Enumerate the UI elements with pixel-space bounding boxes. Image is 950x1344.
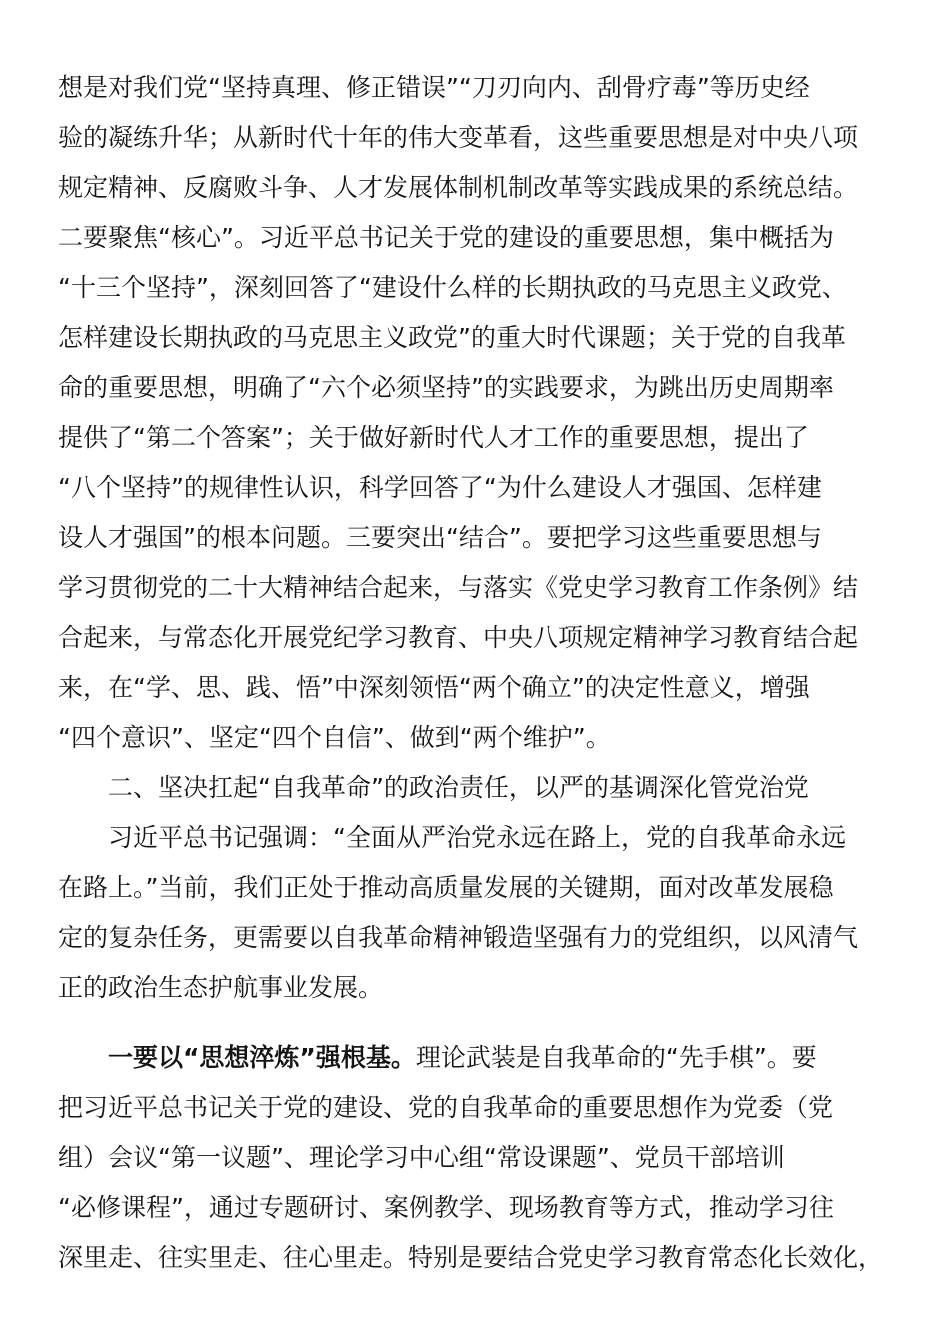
text-line: 在路上。”当前，我们正处于推动高质量发展的关键期，面对改革发展稳 [58, 873, 834, 902]
text-line: 习近平总书记强调：“全面从严治党永远在路上，党的自我革命永远 [108, 823, 846, 852]
text-line: 合起来，与常态化开展党纪学习教育、中央八项规定精神学习教育结合起 [58, 623, 859, 652]
text-line: 规定精神、反腐败斗争、人才发展体制机制改革等实践成果的系统总结。 [58, 173, 859, 202]
point-1-first-line [108, 1033, 898, 1083]
text-line: 定的复杂任务，更需要以自我革命精神锻造坚强有力的党组织，以风清气 [58, 923, 859, 952]
text-line: “必修课程”，通过专题研讨、案例教学、现场教育等方式，推动学习往 [58, 1193, 834, 1222]
text-line: 组）会议“第一议题”、理论学习中心组“常设课题”、党员干部培训 [58, 1143, 785, 1172]
text-line: 怎样建设长期执政的马克思主义政党”的重大时代课题；关于党的自我革 [58, 323, 846, 352]
text-line: 来，在“学、思、践、悟”中深刻领悟“两个确立”的决定性意义，增强 [58, 673, 810, 702]
text-line: 设人才强国”的根本问题。三要突出“结合”。要把学习这些重要思想与 [58, 523, 822, 552]
text-line: 提供了“第二个答案”；关于做好新时代人才工作的重要思想，提出了 [58, 423, 809, 452]
text-line: 正的政治生态护航事业发展。 [58, 973, 384, 1002]
text-line: “四个意识”、坚定“四个自信”、做到“两个维护”。 [58, 723, 611, 752]
point-1-title: 一要以“思想淬炼”强根基。 [108, 1043, 416, 1072]
section-heading: 二、坚决扛起“自我革命”的政治责任，以严的基调深化管党治党 [108, 773, 809, 802]
point-1-text: 理论武装是自我革命的“先手棋”。要 [415, 1043, 817, 1072]
text-line: 验的凝练升华；从新时代十年的伟大变革看，这些重要思想是对中央八项 [58, 123, 859, 152]
text-line: “十三个坚持”，深刻回答了“建设什么样的长期执政的马克思主义政党、 [58, 273, 847, 302]
text-line: 二要聚焦“核心”。习近平总书记关于党的建设的重要思想，集中概括为 [58, 223, 834, 252]
text-line: 把习近平总书记关于党的建设、党的自我革命的重要思想作为党委（党 [58, 1093, 834, 1122]
text-line: 想是对我们党“坚持真理、修正错误”“刀刃向内、刮骨疗毒”等历史经 [58, 73, 810, 102]
text-line: “八个坚持”的规律性认识，科学回答了“为什么建设人才强国、怎样建 [58, 473, 822, 502]
text-line: 深里走、往实里走、往心里走。特别是要结合党史学习教育常态化长效化， [58, 1243, 884, 1272]
text-line: 学习贯彻党的二十大精神结合起来，与落实《党史学习教育工作条例》结 [58, 573, 859, 602]
text-line: 命的重要思想，明确了“六个必须坚持”的实践要求，为跳出历史周期率 [58, 373, 834, 402]
